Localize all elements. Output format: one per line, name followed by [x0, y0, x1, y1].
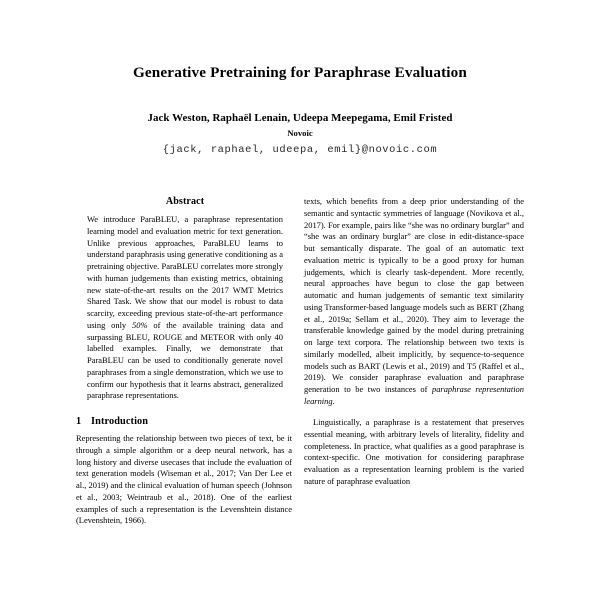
abstract-section	[76, 196, 292, 402]
introduction-paragraph-1: Representing the relationship between two pieces of text, be it through a simple algorithm or a deep neural network, has a long history and diverse usecases that include the evaluation of text generation models (Wiseman et al., 2017; Van Der Lee et al., 2019) and the clinical evaluation of human speech (Johnson et al., 2003; Weintraub et al., 2018). One of the earliest examples of such a representation is the Levenshtein distance (Levenshtein, 1966).	[76, 433, 292, 526]
title-block	[0, 0, 600, 158]
abstract-text-part2: of the available training data and surpassing BLEU, ROUGE and METEOR with only 40 labelled examples. Finally, we demonstrate that ParaBLEU can be used to conditionally generate novel paraphrases from a single demonstration, which we use to confirm our hypothesis that it learns abstract, generalized paraphrase representations.	[87, 319, 283, 401]
abstract-paragraph	[87, 214, 283, 402]
right-column	[300, 196, 600, 600]
body-columns	[0, 196, 600, 600]
abstract-text-part1: We introduce ParaBLEU, a paraphrase representation learning model and evaluation metric for text generation. Unlike previous approaches, ParaBLEU learns to understand paraphrasis using generative conditioning as a pretraining objective. ParaBLEU correlates more strongly with human judgements than existing metrics, obtaining new state-of-the-art results on the 2017 WMT Metrics Shared Task. We show that our model is robust to data scarcity, exceeding previous state-of-the-art performance using only	[87, 214, 283, 330]
right-text-part1: texts, which benefits from a deep prior understanding of the semantic and syntactic symmetries of language (Novikova et al., 2017). For example, pairs like “she was no ordinary burglar” and “she was an ordinary burglar” are close in edit-distance-space but semantically disparate. The goal of an automatic text evaluation metric is typically to be a good proxy for human judgements, which is clearly task-dependent. More recently, neural approaches have begun to close the gap between automatic and human judgements of semantic text similarity using Transformer-based language models such as BERT (Zhang et al., 2019a; Sellam et al., 2020). They aim to leverage the transferable knowledge gained by the model during pretraining on large text corpora. The relationship between two texts is similarly modelled, albeit implicitly, by sequence-to-sequence models such as BART (Lewis et al., 2019) and T5 (Raffel et al., 2019). We consider paraphrase evaluation and paraphrase generation to be two instances of	[304, 196, 524, 394]
author-list: Jack Weston, Raphaël Lenain, Udeepa Meepegama, Emil Fristed	[147, 112, 453, 125]
right-column-paragraph-continued	[304, 196, 524, 408]
abstract-emphasis: 50%	[132, 319, 148, 330]
right-column-paragraph-2: Linguistically, a paraphrase is a restatement that preserves essential meaning, with arbitrary levels of literality, fidelity and completeness. In practice, what qualifies as a good paraphrase is context-specific. One motivation for considering paraphrase evaluation as a representation learning problem is the varied nature of paraphrase evaluation	[304, 417, 524, 486]
abstract-heading: Abstract	[165, 196, 205, 207]
section-number: 1	[76, 416, 82, 427]
right-emphasis: paraphrase representation learning	[304, 384, 524, 406]
section-heading-introduction	[76, 416, 292, 427]
left-column	[0, 196, 300, 600]
affiliation: Novoic	[287, 127, 313, 138]
section-title: Introduction	[91, 416, 149, 427]
page-title: Generative Pretraining for Paraphrase Evaluation	[132, 64, 468, 81]
right-text-part2: .	[332, 395, 335, 406]
contact-email: {jack, raphael, udeepa, emil}@novoic.com	[162, 144, 438, 157]
